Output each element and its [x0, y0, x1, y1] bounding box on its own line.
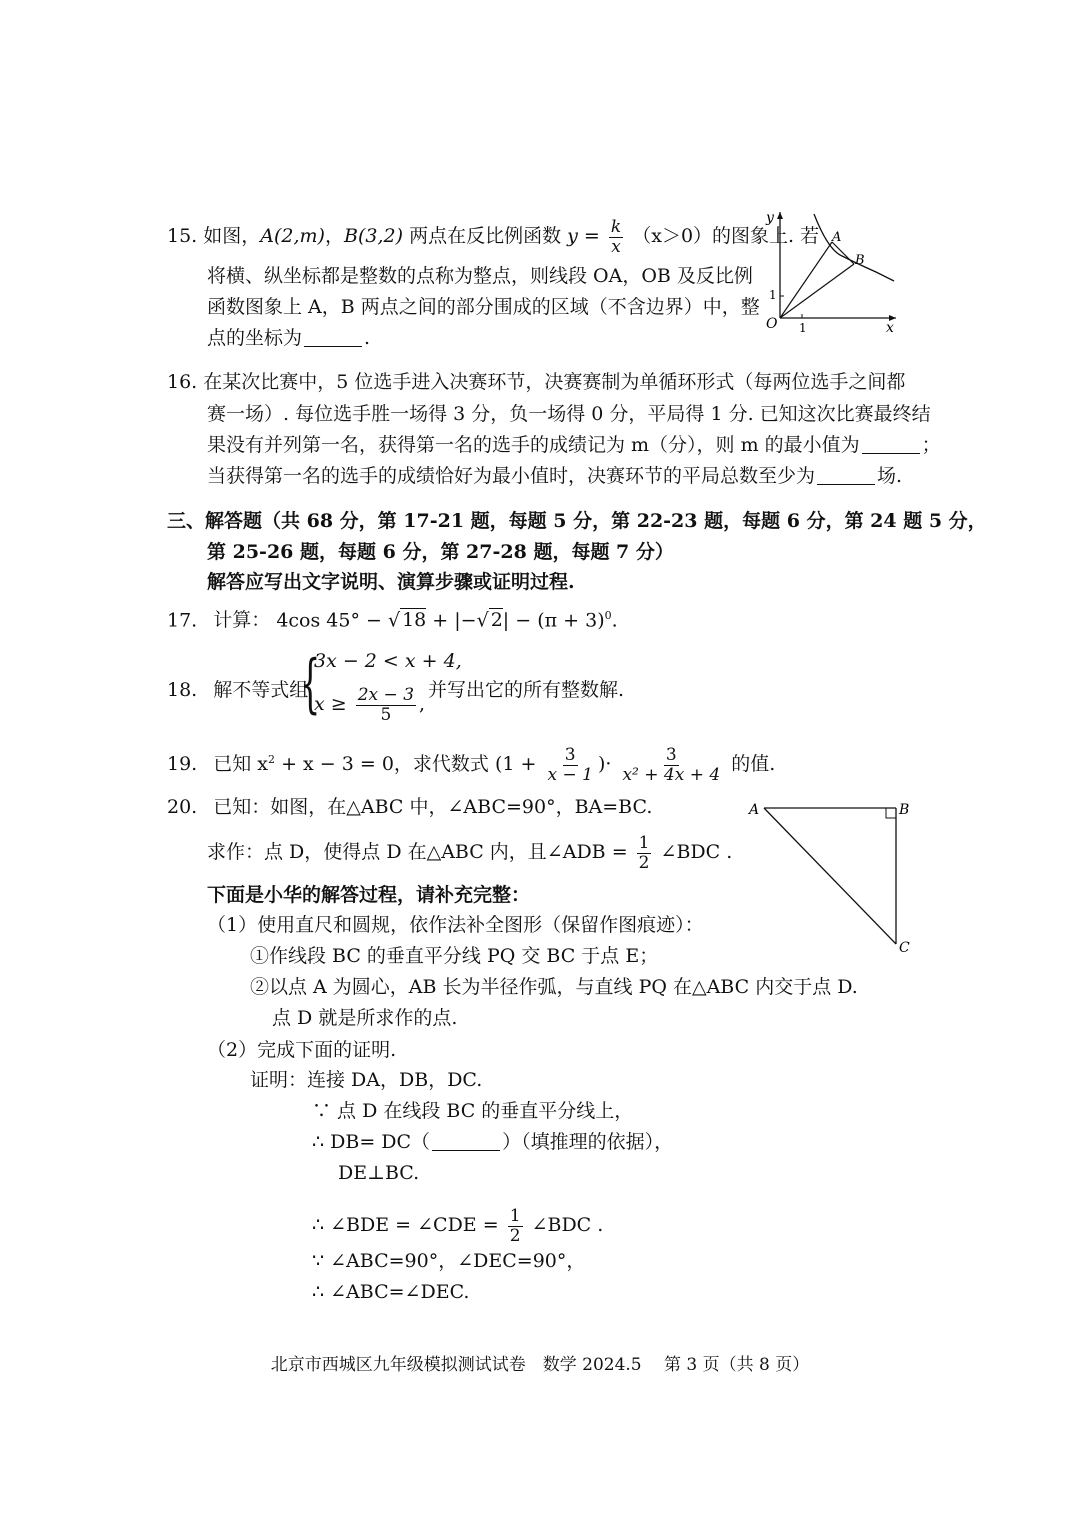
q20-reason-6: ∴ ∠ABC=∠DEC. — [312, 1281, 470, 1303]
q20-line2-end: ∠BDC . — [660, 841, 733, 864]
q15-answer-blank[interactable] — [304, 327, 362, 347]
q17-abs-minus: − — [460, 609, 477, 632]
q15-line2: 将横、纵坐标都是整数的点称为整点，则线段 OA，OB 及反比例 — [207, 265, 753, 287]
q17-number: 17. — [167, 609, 198, 632]
q20-step3: 点 D 就是所求作的点. — [272, 1007, 458, 1029]
section3-heading-2: 第 25-26 题，每题 6 分，第 27-28 题，每题 7 分） — [207, 541, 674, 563]
q20-step1: ①作线段 BC 的垂直平分线 PQ 交 BC 于点 E； — [250, 945, 659, 967]
q16-line1-text: 在某次比赛中，5 位选手进入决赛环节，决赛赛制为单循环形式（每两位选手之间都 — [203, 371, 906, 393]
q15-point-a-label: A — [832, 230, 842, 245]
q16-line3-text: 果没有并列第一名，获得第一名的选手的成绩记为 m（分），则 m 的最小值为 — [207, 434, 860, 456]
q17-end: . — [611, 609, 618, 632]
q15-line4: 点的坐标为 . — [207, 327, 371, 349]
q15-line1: 15. 如图，A(2,m)，B(3,2) 两点在反比例函数 y = $\frac{k}{x}$ （x＞0）的图象上. 若 — [167, 217, 820, 257]
q17-label: 计算： — [213, 609, 271, 632]
q19-text-d: 的值. — [731, 753, 776, 776]
q20-line2-text: 求作：点 D，使得点 D 在△ABC 内，且∠ADB = — [207, 841, 628, 864]
q15-origin-label: O — [766, 316, 778, 332]
q15-x-axis-label: x — [886, 320, 894, 336]
q18-inequality-1: 3x − 2 < x + 4, — [314, 650, 462, 672]
q20-reason-4 — [312, 1207, 603, 1245]
q16-line2: 赛一场）. 每位选手胜一场得 3 分，负一场得 0 分，平局得 1 分. 已知这次比赛最终结 — [207, 403, 931, 425]
q20-reason-2-b: ）（填推理的依据）， — [502, 1131, 674, 1153]
q20-bold-line: 下面是小华的解答过程，请补充完整： — [207, 884, 531, 906]
q20-reason-2 — [312, 1131, 673, 1154]
q19-text-b: + x − 3 = 0，求代数式 (1 + — [275, 753, 537, 776]
q18-brace: { — [300, 647, 321, 721]
section3-heading-1: 三、解答题（共 68 分，第 17-21 题，每题 5 分，第 22-23 题，每题 6 分，第 24 题 5 分， — [167, 510, 987, 532]
q15-condition: （x＞0）的图象上. 若 — [632, 225, 820, 248]
q17-expr-c: − (π + 3) — [509, 609, 605, 632]
q16-line3 — [207, 434, 941, 457]
q17-line: 17. 计算： 4cos 45° − √ 18 + |−√ $2| - (\pi + 3)^0$. — [167, 609, 618, 632]
q20-reason-4-b: ∠BDC . — [531, 1214, 604, 1237]
q15-x-tick-1: 1 — [799, 321, 807, 335]
q19-fraction-2: $\frac{3}{\text{x² + 4x + 4}}$ — [622, 745, 721, 785]
q15-line4-text: 点的坐标为 — [207, 327, 303, 349]
q15-text-2: 两点在反比例函数 — [409, 225, 562, 248]
q15-text: 如图， — [203, 225, 261, 248]
q15-func-left: y = — [567, 225, 600, 248]
q18-label: 解不等式组 — [213, 679, 309, 701]
q15-point-a: A(2,m) — [260, 225, 325, 248]
q20-point-b-label: B — [899, 802, 910, 818]
q16-answer-blank-1[interactable] — [862, 434, 920, 454]
q19-text-a: 已知 x — [213, 753, 269, 776]
q20-point-a-label: A — [749, 802, 760, 818]
q16-line4-end: 场. — [877, 465, 903, 487]
q20-part2: （2）完成下面的证明. — [207, 1039, 397, 1061]
q15-y-axis-label: y — [766, 210, 774, 226]
q19-text-c: )· — [597, 753, 612, 776]
q16-line4-text: 当获得第一名的选手的成绩恰好为最小值时，决赛环节的平局总数至少为 — [207, 465, 816, 487]
q18-inequality-2 — [314, 686, 425, 724]
q20-line2 — [207, 834, 732, 872]
q15-func-fraction: $\frac{k}{x}$ — [610, 217, 622, 257]
q20-reason-2-a: ∴ DB= DC（ — [312, 1131, 431, 1153]
q19-square: 2 — [268, 752, 276, 766]
q20-reason-5: ∵ ∠ABC=90°，∠DEC=90°， — [312, 1250, 586, 1272]
q15-number: 15. — [167, 225, 198, 248]
q15-y-tick-1: 1 — [769, 288, 777, 302]
q19-number: 19. — [167, 753, 198, 776]
q18-ineq2-left: x ≥ — [314, 693, 347, 716]
q16-number: 16. — [167, 371, 198, 393]
q17-exponent: 0 — [604, 609, 612, 622]
q18-fraction: $\frac{2x - 3}{5}$ — [357, 685, 415, 725]
q20-reason-4-fraction: $\frac{1}{2}$ — [509, 1206, 521, 1246]
q20-number: 20. — [167, 796, 198, 818]
q18-number-label — [167, 679, 308, 702]
q18-ineq2-end: , — [419, 693, 426, 716]
q16-line4 — [207, 465, 902, 488]
q17-expr-a: 4cos 45° − — [276, 609, 388, 632]
q18-tail: 并写出它的所有整数解. — [428, 679, 625, 701]
q19-fraction-1: $\frac{3}{x - 1}$ — [547, 745, 593, 785]
q20-triangle-figure — [746, 798, 916, 958]
q20-line1-text: 已知：如图，在△ABC 中，∠ABC=90°，BA=BC. — [213, 796, 653, 818]
q20-reason-blank[interactable] — [432, 1131, 500, 1151]
q17-expr-b: + — [426, 609, 455, 632]
q20-reason-1: ∵ 点 D 在线段 BC 的垂直平分线上， — [312, 1100, 634, 1122]
q16-line3-end: ； — [921, 434, 941, 456]
section3-heading-3: 解答应写出文字说明、演算步骤或证明过程. — [207, 571, 575, 593]
q17-sqrt-2: 2 — [490, 609, 503, 632]
q20-half-fraction: $\frac{1}{2}$ — [638, 833, 650, 873]
q16-line1 — [167, 371, 905, 394]
q20-reason-4-a: ∴ ∠BDE = ∠CDE = — [312, 1214, 499, 1237]
q20-line1 — [167, 796, 652, 819]
q15-line3: 函数图象上 A，B 两点之间的部分围成的区域（不含边界）中，整 — [207, 296, 760, 318]
q15-point-b-label: B — [855, 253, 865, 268]
q20-step2: ②以点 A 为圆心，AB 长为半径作弧，与直线 PQ 在△ABC 内交于点 D. — [250, 976, 858, 998]
q17-sqrt-18: 18 — [402, 609, 427, 632]
q16-answer-blank-2[interactable] — [817, 465, 875, 485]
q19-line — [167, 746, 775, 784]
q20-proof-intro: 证明：连接 DA，DB，DC. — [250, 1069, 483, 1091]
q18-number: 18. — [167, 679, 198, 701]
q20-reason-3: DE⊥BC. — [338, 1162, 420, 1184]
q20-point-c-label: C — [899, 940, 910, 956]
q15-graph-figure — [758, 206, 908, 336]
q15-point-b: B(3,2) — [344, 225, 404, 248]
q20-part1: （1）使用直尺和圆规，依作法补全图形（保留作图痕迹）： — [207, 914, 704, 936]
page-footer: 北京市西城区九年级模拟测试试卷 数学 2024.5 第 3 页（共 8 页） — [270, 1355, 810, 1375]
